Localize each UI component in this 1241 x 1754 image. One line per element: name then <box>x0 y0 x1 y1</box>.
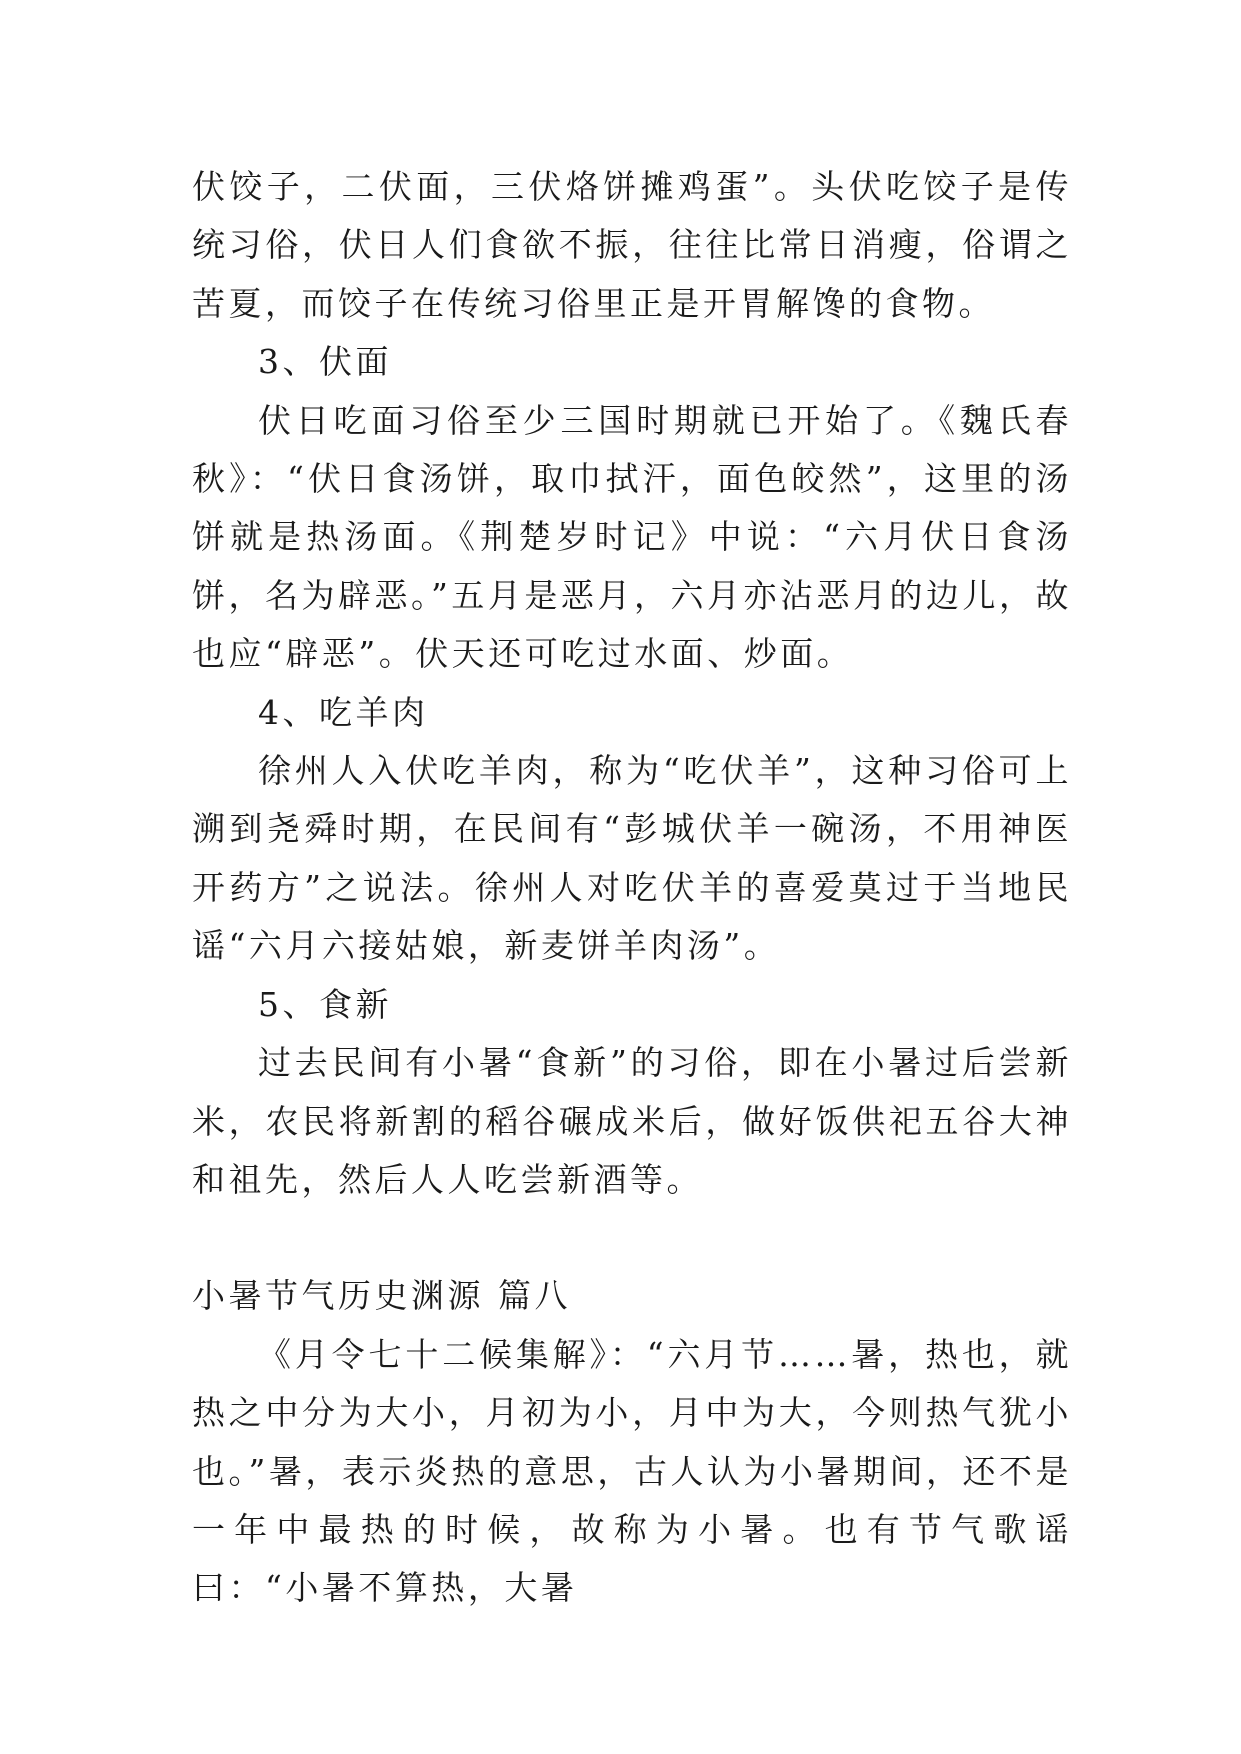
paragraph: 伏饺子，二伏面，三伏烙饼摊鸡蛋”。头伏吃饺子是传统习俗，伏日人们食欲不振，往往比常日消瘦，俗谓之苦夏，而饺子在传统习俗里正是开胃解馋的食物。 <box>192 167 1072 323</box>
section-gap <box>192 1209 1072 1267</box>
paragraph: 伏日吃面习俗至少三国时期就已开始了。《魏氏春秋》：“伏日食汤饼，取巾拭汗，面色皎然”，这里的汤饼就是热汤面。《荆楚岁时记》中说：“六月伏日食汤饼，名为辟恶。”五月是恶月，六月亦沾恶月的边儿，故也应“辟恶”。伏天还可吃过水面、炒面。 <box>192 400 1072 674</box>
document-page <box>192 158 1072 1618</box>
list-heading: 4、吃羊肉 <box>258 692 429 732</box>
list-heading: 3、伏面 <box>258 342 392 382</box>
section-title: 小暑节气历史渊源 篇八 <box>192 1276 571 1316</box>
paragraph: 《月令七十二候集解》：“六月节……暑，热也，就热之中分为大小，月初为小，月中为大，今则热气犹小也。”暑，表示炎热的意思，古人认为小暑期间，还不是一年中最热的时候，故称为小暑。也有节气歌谣曰：“小暑不算热，大暑 <box>192 1334 1072 1608</box>
paragraph: 徐州人入伏吃羊肉，称为“吃伏羊”，这种习俗可上溯到尧舜时期，在民间有“彭城伏羊一碗汤，不用神医开药方”之说法。徐州人对吃伏羊的喜爱莫过于当地民谣“六月六接姑娘，新麦饼羊肉汤”。 <box>192 751 1072 966</box>
list-heading: 5、食新 <box>258 984 392 1024</box>
paragraph: 过去民间有小暑“食新”的习俗，即在小暑过后尝新米，农民将新割的稻谷碾成米后，做好饭供祀五谷大神和祖先，然后人人吃尝新酒等。 <box>192 1043 1072 1199</box>
